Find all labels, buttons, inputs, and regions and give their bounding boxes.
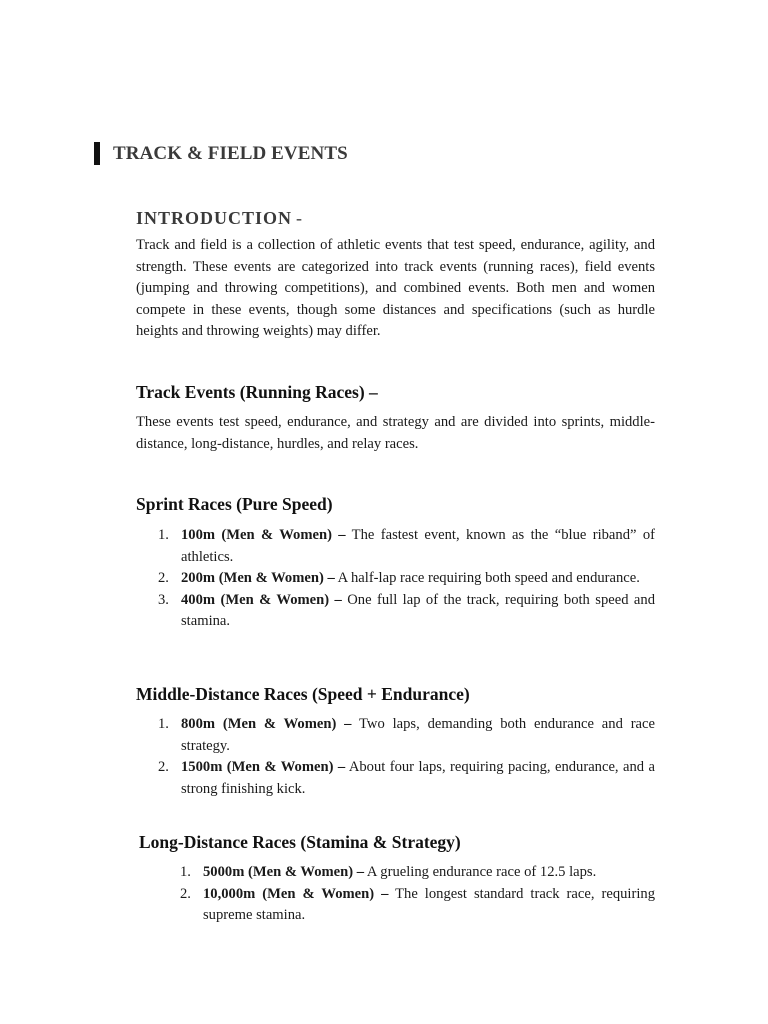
sprint-races-list [136,525,655,633]
list-item-number: 1. [158,527,169,543]
event-name: 5000m (Men & Women) – [203,864,365,880]
list-item [136,525,655,568]
middle-distance-list [136,714,655,800]
event-description: A half-lap race requiring both speed and endurance. [334,570,640,587]
list-item [136,568,655,590]
event-name: 200m (Men & Women) – [181,570,335,587]
event-description: The longest standard track race, requiring supreme stamina. [203,885,655,924]
list-item-number: 2. [180,885,191,902]
list-item [136,884,655,927]
event-description: Two laps, demanding both endurance and race strategy. [181,716,655,754]
list-item [136,590,655,633]
introduction-heading-text: INTRODUCTION [136,208,293,228]
long-distance-list [136,862,655,927]
list-item [136,757,655,800]
event-description: The fastest event, known as the “blue riband” of athletics. [181,527,655,565]
sprint-races-heading: Sprint Races (Pure Speed) [136,494,333,514]
event-description: A grueling endurance race of 12.5 laps. [364,864,597,880]
introduction-paragraph: Track and field is a collection of athletic events that test speed, endurance, agility, and strength. These events are categorized into track events (running races), field events (jumping and throwing competitions), and combined events. Both men and women compete in these events, though some distances and specifications (such as hurdle heights and throwing weights) may differ. [136,237,655,340]
list-item [136,862,655,884]
event-description: About four laps, requiring pacing, endurance, and a strong finishing kick. [181,759,655,797]
middle-distance-heading: Middle-Distance Races (Speed + Endurance) [136,684,470,704]
event-name: 1500m (Men & Women) – [181,759,346,776]
long-distance-heading: Long-Distance Races (Stamina & Strategy) [139,832,461,852]
list-item-number: 1. [180,864,191,880]
event-name: 800m (Men & Women) – [181,716,352,732]
list-item-number: 2. [158,570,169,587]
list-item [136,714,655,757]
list-item-number: 2. [158,759,169,776]
track-events-heading: Track Events (Running Races) – [136,382,378,402]
track-events-paragraph: These events test speed, endurance, and strategy and are divided into sprints, middle-distance, long-distance, hurdles, and relay races. [136,414,655,452]
event-name: 400m (Men & Women) – [181,591,342,608]
list-item-number: 1. [158,716,169,732]
event-description: One full lap of the track, requiring both speed and stamina. [181,591,655,630]
event-name: 100m (Men & Women) – [181,527,346,543]
page-title [94,142,348,165]
introduction-heading [136,208,302,229]
introduction-heading-suffix: - [296,208,303,228]
event-name: 10,000m (Men & Women) – [203,885,389,902]
list-item-number: 3. [158,591,169,608]
title-marker-bar [94,142,100,165]
page-title-text: TRACK & FIELD EVENTS [113,142,348,164]
